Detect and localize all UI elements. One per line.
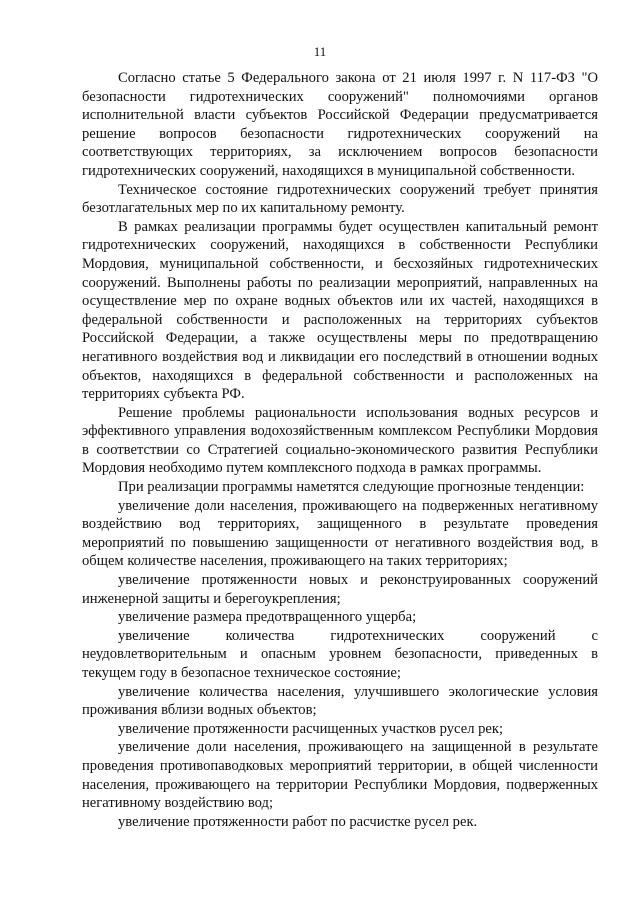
- list-item-protected-population-share: увеличение доли населения, проживающего на подверженных негативному воздействию вод территориях, защищенного в результате проведения мероприятий по повышению защищенности от негативного воздействия вод, в общем количестве населения, проживающего на таких территориях;: [82, 497, 598, 570]
- paragraph-water-resources: Решение проблемы рациональности использования водных ресурсов и эффективного управления водохозяйственным комплексом Республики Мордовия в соответствии со Стратегией социально-экономического развития Республики Мордовия необходимо путем комплексного подхода в рамках программы.: [82, 404, 598, 477]
- paragraph-forecast-intro: При реализации программы наметятся следующие прогнозные тенденции:: [118, 479, 585, 496]
- list-item-prevented-damage: увеличение размера предотвращенного ущерба;: [118, 609, 417, 626]
- list-item-protection-structures-length: увеличение протяженности новых и реконструированных сооружений инженерной защиты и берегоукрепления;: [82, 572, 598, 607]
- list-item-cleared-riverbeds-length: увеличение протяженности расчищенных участков русел рек;: [118, 720, 504, 737]
- paragraph-technical-condition: Техническое состояние гидротехнических сооружений требует принятия безотлагательных мер по их капитальному ремонту.: [82, 181, 598, 217]
- document-body: [82, 69, 598, 831]
- page-number: 11: [313, 44, 327, 59]
- list-item-safe-structures-count: увеличение количества гидротехнических сооружений с неудовлетворительным и опасным уровнем безопасности, приведенных в текущем году в безопасное техническое состояние;: [82, 627, 598, 681]
- paragraph-law-reference: Согласно статье 5 Федерального закона от 21 июля 1997 г. N 117-ФЗ "О безопасности гидротехнических сооружений" полномочиями органов исполнительной власти субъектов Российской Федерации предусматривается решение вопросов безопасности гидротехнических сооружений на соответствующих территориях, за исключением вопросов безопасности гидротехнических сооружений, находящихся в муниципальной собственности.: [82, 70, 598, 179]
- list-item-improved-conditions-population: увеличение количества населения, улучшившего экологические условия проживания вблизи водных объектов;: [82, 683, 598, 719]
- paragraph-program-implementation: В рамках реализации программы будет осуществлен капитальный ремонт гидротехнических сооружений, находящихся в собственности Республики Мордовия, муниципальной собственности, и бесхозяйных гидротехнических сооружений. Выполнены работы по реализации мероприятий, направленных на осуществление мер по охране водных объектов или их частей, находящихся в федеральной собственности и расположенных на территориях субъектов Российской Федерации, а также осуществлены меры по предотвращению негативного воздействия вод и ликвидации его последствий в отношении водных объектов, находящихся в федеральной собственности и расположенных на территориях субъекта РФ.: [82, 218, 598, 403]
- list-item-flood-protected-population-share: увеличение доли населения, проживающего на защищенной в результате проведения противопаводковых мероприятий территории, в общей численности населения, проживающего на территории Республики Мордовия, подверженных негативному воздействию вод;: [82, 739, 598, 812]
- list-item-clearing-works-length: увеличение протяженности работ по расчистке русел рек.: [118, 813, 478, 830]
